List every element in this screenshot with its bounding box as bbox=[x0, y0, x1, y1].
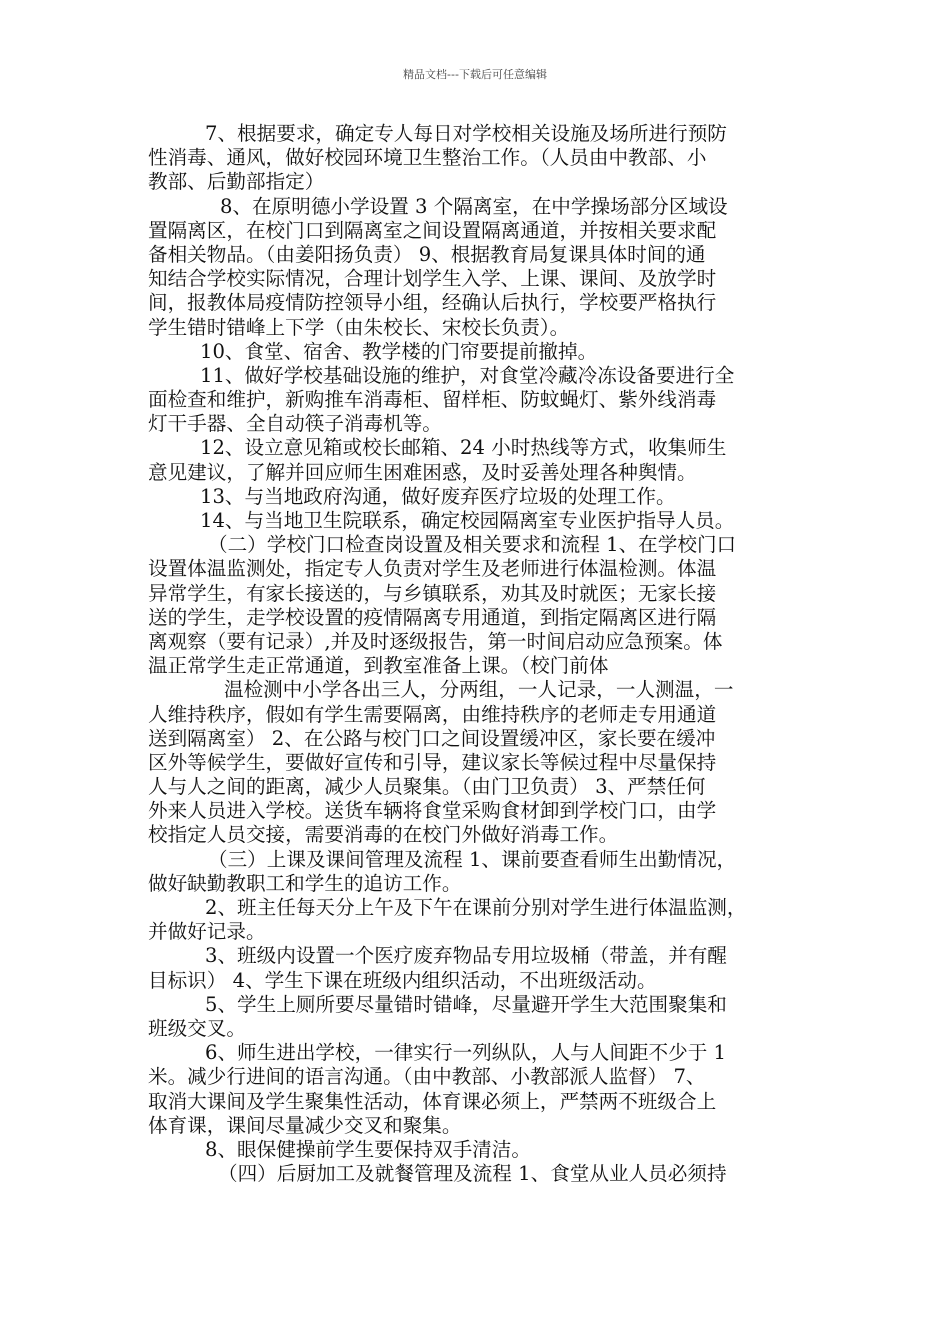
text-line: 11、做好学校基础设施的维护，对食堂冷藏冷冻设备要进行全 bbox=[200, 363, 735, 387]
text-line: 并做好记录。 bbox=[148, 920, 266, 944]
text-line: 2、班主任每天分上午及下午在课前分别对学生进行体温监测， bbox=[205, 896, 747, 919]
text-line: 意见建议，了解并回应师生困难困惑，及时妥善处理各种舆情。 bbox=[148, 460, 697, 484]
text-line: 温正常学生走正常通道，到教室准备上课。（校门前体 bbox=[148, 654, 609, 678]
text-line: 3、班级内设置一个医疗废弃物品专用垃圾桶（带盖，并有醒 bbox=[205, 944, 727, 968]
text-line: （二）学校门口检查岗设置及相关要求和流程 1、在学校门口 bbox=[208, 533, 737, 557]
text-line: 做好缺勤教职工和学生的追访工作。 bbox=[148, 871, 462, 895]
text-line: 温检测中小学各出三人，分两组，一人记录，一人测温，一 bbox=[224, 678, 734, 702]
text-line: 人与人之间的距离，减少人员聚集。（由门卫负责） 3、严禁任何 bbox=[148, 775, 706, 799]
text-line: 性消毒、通风，做好校园环境卫生整治工作。（人员由中教部、小 bbox=[148, 146, 707, 170]
text-line: 8、在原明德小学设置 3 个隔离室，在中学操场部分区域设 bbox=[220, 194, 728, 218]
text-line: 6、师生进出学校，一律实行一列纵队，人与人间距不少于 1 bbox=[205, 1041, 727, 1065]
text-line: 12、设立意见箱或校长邮箱、24 小时热线等方式，收集师生 bbox=[200, 436, 727, 460]
text-line: 5、学生上厕所要尽量错时错峰，尽量避开学生大范围聚集和 bbox=[205, 992, 727, 1016]
text-line: 外来人员进入学校。送货车辆将食堂采购食材卸到学校门口，由学 bbox=[148, 799, 717, 823]
text-line: 送到隔离室） 2、在公路与校门口之间设置缓冲区，家长要在缓冲 bbox=[148, 726, 716, 750]
text-line: 间，报教体局疫情防控领导小组，经确认后执行，学校要严格执行 bbox=[148, 291, 717, 315]
text-line: 教部、后勤部指定） bbox=[148, 170, 325, 194]
text-line: 置隔离区，在校门口到隔离室之间设置隔离通道，并按相关要求配 bbox=[148, 218, 717, 242]
text-line: 离观察（要有记录）,并及时逐级报告，第一时间启动应急预案。体 bbox=[148, 629, 723, 653]
text-line: 备相关物品。（由姜阳扬负责） 9、根据教育局复课具体时间的通 bbox=[148, 242, 706, 266]
text-line: 异常学生，有家长接送的，与乡镇联系，劝其及时就医；无家长接 bbox=[148, 581, 717, 605]
text-line: 设置体温监测处，指定专人负责对学生及老师进行体温检测。体温 bbox=[148, 557, 717, 581]
text-line: 取消大课间及学生聚集性活动，体育课必须上，严禁两不班级合上 bbox=[148, 1089, 717, 1113]
text-line: 目标识） 4、学生下课在班级内组织活动，不出班级活动。 bbox=[148, 968, 657, 992]
document-body bbox=[148, 122, 808, 1186]
text-line: 人维持秩序，假如有学生需要隔离，由维持秩序的老师走专用通道 bbox=[148, 702, 717, 726]
text-line: 学生错时错峰上下学（由朱校长、宋校长负责）。 bbox=[148, 315, 570, 339]
text-line: 10、食堂、宿舍、教学楼的门帘要提前撤掉。 bbox=[200, 339, 598, 363]
text-line: 7、根据要求，确定专人每日对学校相关设施及场所进行预防 bbox=[205, 122, 727, 145]
text-line: 校指定人员交接，需要消毒的在校门外做好消毒工作。 bbox=[148, 823, 619, 847]
text-line: 面检查和维护，新购推车消毒柜、留样柜、防蚊蝇灯、紫外线消毒 bbox=[148, 388, 717, 412]
text-line: 体育课，课间尽量减少交叉和聚集。 bbox=[148, 1113, 462, 1137]
text-line: （四）后厨加工及就餐管理及流程 1、食堂从业人员必须持 bbox=[218, 1162, 727, 1186]
text-line: 区外等候学生，要做好宣传和引导，建议家长等候过程中尽量保持 bbox=[148, 750, 717, 774]
text-line: 送的学生，走学校设置的疫情隔离专用通道，到指定隔离区进行隔 bbox=[148, 605, 717, 629]
text-line: 8、眼保健操前学生要保持双手清洁。 bbox=[205, 1137, 531, 1161]
text-line: 班级交叉。 bbox=[148, 1016, 246, 1040]
page-header: 精品文档---下载后可任意编辑 bbox=[403, 68, 547, 81]
text-line: 知结合学校实际情况，合理计划学生入学、上课、课间、及放学时 bbox=[148, 267, 717, 291]
text-line: 米。减少行进间的语言沟通。（由中教部、小教部派人监督） 7、 bbox=[148, 1065, 706, 1089]
text-line: 13、与当地政府沟通，做好废弃医疗垃圾的处理工作。 bbox=[200, 484, 676, 508]
text-line: 灯干手器、全自动筷子消毒机等。 bbox=[148, 412, 442, 436]
text-line: （三）上课及课间管理及流程 1、课前要查看师生出勤情况， bbox=[208, 847, 737, 871]
text-line: 14、与当地卫生院联系，确定校园隔离室专业医护指导人员。 bbox=[200, 509, 735, 532]
